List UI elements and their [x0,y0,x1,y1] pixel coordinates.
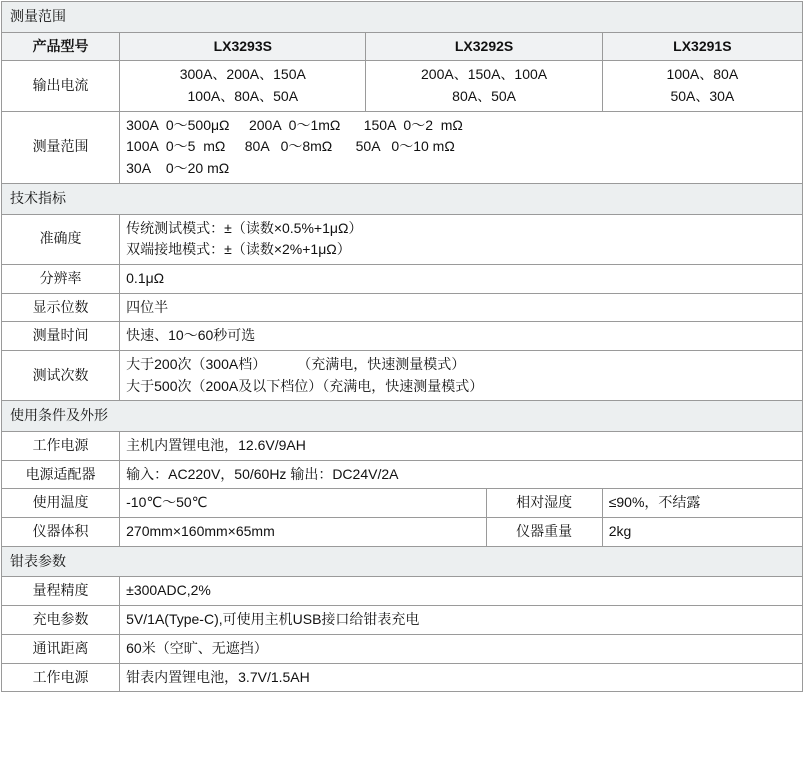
table-row-work-power [2,432,803,461]
output-current-lx3293s-line2: 100A、80A、50A [187,88,299,105]
row-label-measure-time: 测量时间 [2,322,120,351]
output-current-lx3293s-line1: 300A、200A、150A [179,66,306,83]
row-label-adapter: 电源适配器 [2,460,120,489]
table-row-accuracy [2,214,803,264]
section-title-usage-shape: 使用条件及外形 [2,401,803,432]
row-label-weight: 仪器重量 [486,518,602,547]
test-count-line2: 大于500次（200A及以下档位）（充满电，快速测量模式） [126,377,484,394]
table-row-comm-distance [2,634,803,663]
table-row-model [2,32,803,61]
row-label-resolution: 分辨率 [2,264,120,293]
table-row-test-count [2,350,803,400]
output-current-lx3291s-line2: 50A、30A [670,88,735,105]
row-label-clamp-accuracy: 量程精度 [2,577,120,606]
table-row-clamp-power [2,663,803,692]
output-current-lx3293s [120,61,366,111]
accuracy-line1: 传统测试模式：±（读数×0.5%+1μΩ） [126,219,363,236]
section-title-measure-range: 测量范围 [2,2,803,33]
section-header-clamp-param [2,546,803,577]
measure-range-line2: 100A 0～5 mΩ 80A 0～8mΩ 50A 0～10 mΩ [126,138,455,155]
row-label-temperature: 使用温度 [2,489,120,518]
clamp-power-value: 钳表内置锂电池，3.7V/1.5AH [120,663,803,692]
clamp-accuracy-value: ±300ADC,2% [120,577,803,606]
model-lx3293s: LX3293S [120,32,366,61]
output-current-lx3292s-line2: 80A、50A [452,88,516,105]
charge-param-value: 5V/1A(Type-C),可使用主机USB接口给钳表充电 [120,606,803,635]
row-label-model: 产品型号 [2,32,120,61]
row-label-measure-range: 测量范围 [2,111,120,183]
row-label-charge-param: 充电参数 [2,606,120,635]
row-label-test-count: 测试次数 [2,350,120,400]
section-header-tech-spec [2,183,803,214]
row-label-work-power: 工作电源 [2,432,120,461]
resolution-value: 0.1μΩ [120,264,803,293]
row-label-volume: 仪器体积 [2,518,120,547]
row-label-digits: 显示位数 [2,293,120,322]
section-header-measure-range [2,2,803,33]
temperature-value: -10℃～50℃ [120,489,486,518]
humidity-value: ≤90%，不结露 [602,489,802,518]
table-row-charge-param [2,606,803,635]
test-count-line1: 大于200次（300A档） （充满电，快速测量模式） [126,355,466,372]
output-current-lx3291s-line1: 100A、80A [666,66,739,83]
row-label-comm-distance: 通讯距离 [2,634,120,663]
table-row-measure-time [2,322,803,351]
section-title-clamp-param: 钳表参数 [2,546,803,577]
output-current-lx3291s [602,61,802,111]
measure-range-values [120,111,803,183]
measure-range-line3: 30A 0～20 mΩ [126,160,230,177]
measure-range-line1: 300A 0～500μΩ 200A 0～1mΩ 150A 0～2 mΩ [126,116,463,133]
model-lx3291s: LX3291S [602,32,802,61]
table-row-digits [2,293,803,322]
row-label-accuracy: 准确度 [2,214,120,264]
output-current-lx3292s-line1: 200A、150A、100A [421,66,548,83]
row-label-clamp-power: 工作电源 [2,663,120,692]
comm-distance-value: 60米（空旷、无遮挡） [120,634,803,663]
table-row-resolution [2,264,803,293]
volume-value: 270mm×160mm×65mm [120,518,486,547]
work-power-value: 主机内置锂电池，12.6V/9AH [120,432,803,461]
table-row-adapter [2,460,803,489]
specification-table [1,1,803,692]
row-label-output-current: 输出电流 [2,61,120,111]
row-label-humidity: 相对湿度 [486,489,602,518]
section-title-tech-spec: 技术指标 [2,183,803,214]
table-row-clamp-accuracy [2,577,803,606]
test-count-values [120,350,803,400]
table-row-volume-weight [2,518,803,547]
table-row-temperature-humidity [2,489,803,518]
output-current-lx3292s [366,61,602,111]
table-row-measure-range [2,111,803,183]
digits-value: 四位半 [120,293,803,322]
weight-value: 2kg [602,518,802,547]
table-row-output-current [2,61,803,111]
adapter-value: 输入：AC220V，50/60Hz 输出：DC24V/2A [120,460,803,489]
accuracy-values [120,214,803,264]
measure-time-value: 快速、10～60秒可选 [120,322,803,351]
accuracy-line2: 双端接地模式：±（读数×2%+1μΩ） [126,241,351,258]
section-header-usage-shape [2,401,803,432]
model-lx3292s: LX3292S [366,32,602,61]
